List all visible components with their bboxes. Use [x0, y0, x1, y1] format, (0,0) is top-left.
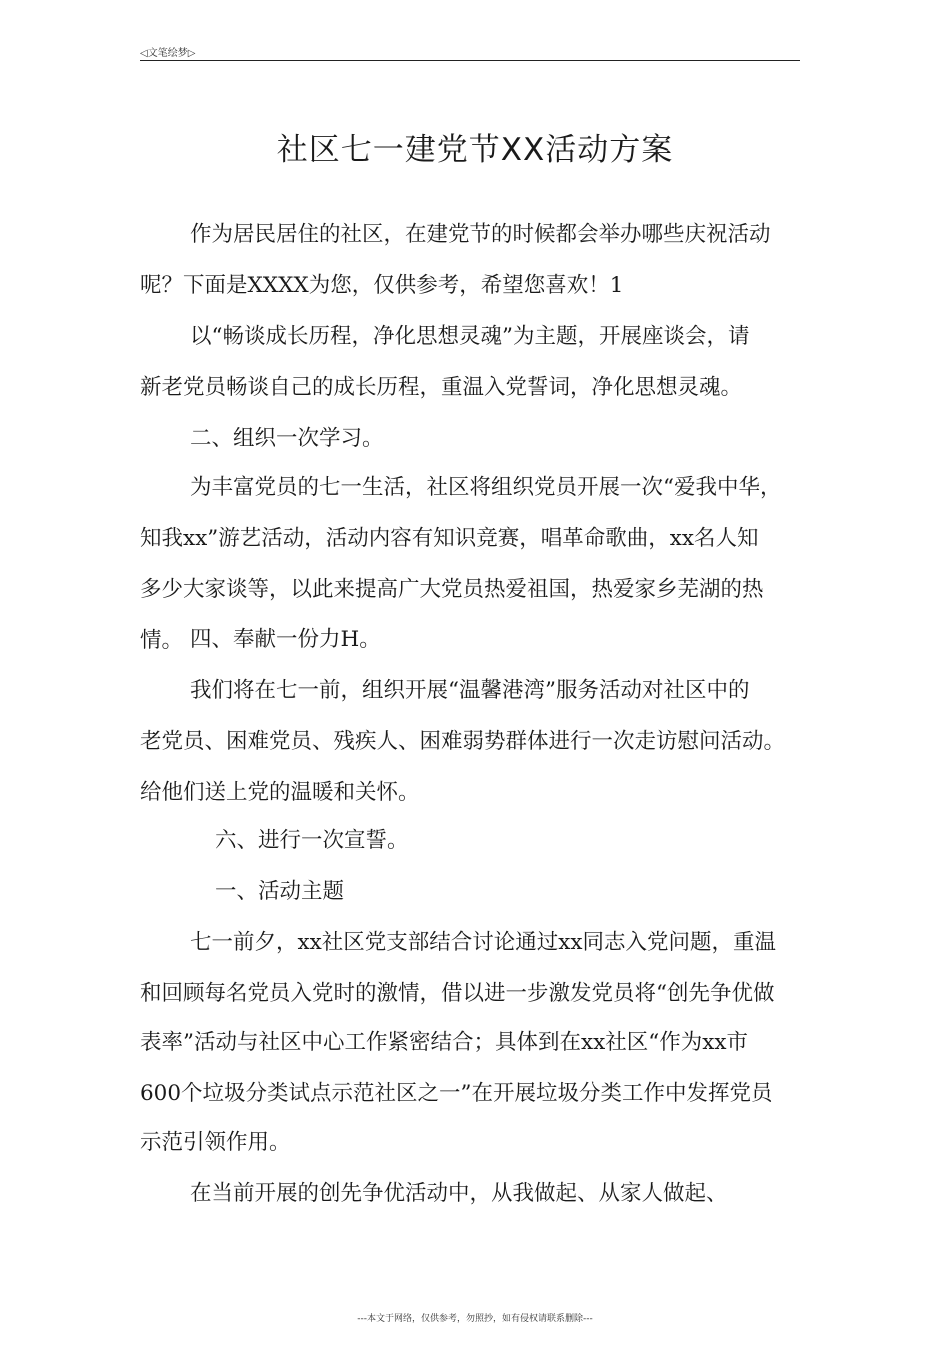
paragraph-line: 为丰富党员的七一生活，社区将组织党员开展一次“爱我中华， — [190, 475, 782, 500]
paragraph-line: 我们将在七一前，组织开展“温馨港湾”服务活动对社区中的 — [190, 678, 750, 703]
paragraph-line: 600个垃圾分类试点示范社区之一”在开展垃圾分类工作中发挥党员 — [140, 1081, 773, 1106]
paragraph-line: 给他们送上党的温暖和关怀。 — [140, 780, 420, 805]
document-title: 社区七一建党节XX活动方案 — [276, 132, 674, 168]
paragraph-line: 在当前开展的创先争优活动中，从我做起、从家人做起、 — [190, 1181, 728, 1206]
section-heading: 四、奉献一份力H。 — [190, 627, 381, 652]
paragraph-line: 新老党员畅谈自己的成长历程，重温入党誓词，净化思想灵魂。 — [140, 375, 743, 400]
paragraph-line: 以“畅谈成长历程，净化思想灵魂”为主题，开展座谈会，请 — [190, 324, 750, 349]
section-heading: 一、活动主题 — [215, 879, 345, 904]
paragraph-line: 呢？下面是XXXX为您，仅供参考，希望您喜欢！1 — [140, 273, 624, 298]
paragraph-line: 多少大家谈等，以此来提高广大党员热爱祖国，热爱家乡芜湖的热情。 — [140, 577, 764, 653]
paragraph-line: 七一前夕，xx社区党支部结合讨论通过xx同志入党问题，重温 — [190, 930, 777, 955]
paragraph-line: 表率”活动与社区中心工作紧密结合；具体到在xx社区“作为xx市 — [140, 1030, 748, 1055]
section-heading: 六、进行一次宣誓。 — [215, 828, 409, 853]
paragraph-line: 知我xx”游艺活动，活动内容有知识竞赛，唱革命歌曲，xx名人知 — [140, 526, 759, 551]
paragraph-line: 和回顾每名党员入党时的激情，借以进一步激发党员将“创先争优做 — [140, 981, 775, 1006]
paragraph-line: 老党员、困难党员、残疾人、困难弱势群体进行一次走访慰问活动。 — [140, 729, 786, 754]
paragraph-line: 作为居民居住的社区，在建党节的时候都会举办哪些庆祝活动 — [190, 222, 771, 247]
section-heading: 二、组织一次学习。 — [190, 426, 384, 451]
page-header: ◁文笔绘梦▷ — [140, 48, 196, 59]
header-divider — [140, 60, 800, 61]
page-footer: ---本文于网络，仅供参考，勿照抄，如有侵权请联系删除--- — [357, 1314, 593, 1324]
paragraph-line: 示范引领作用。 — [140, 1130, 291, 1155]
